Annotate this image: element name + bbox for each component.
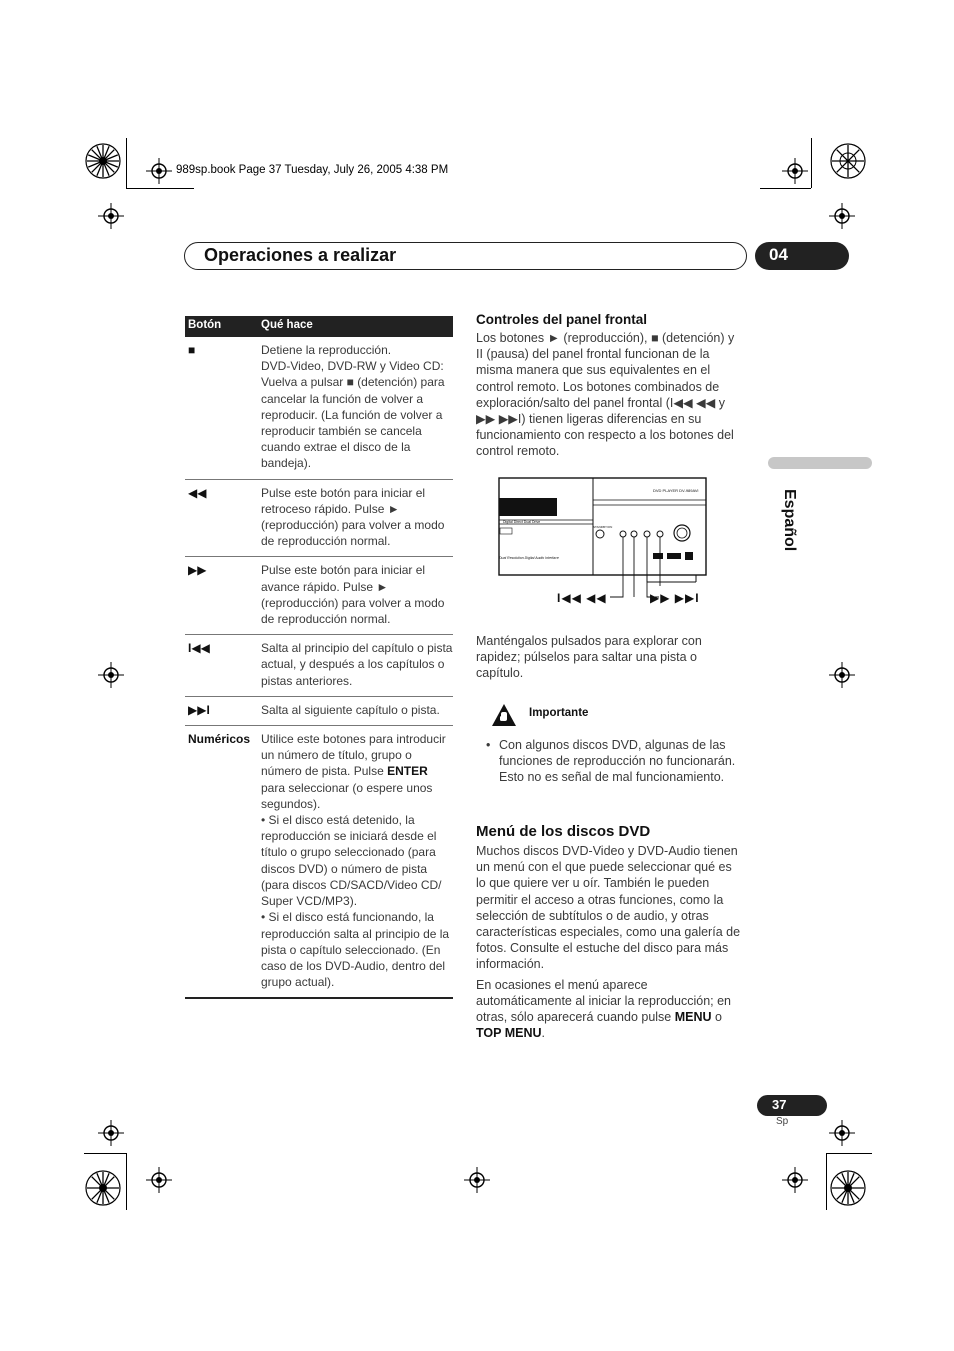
- book-info-line: 989sp.book Page 37 Tuesday, July 26, 2005 4:38 PM: [176, 164, 449, 176]
- important-heading: Importante: [529, 707, 589, 719]
- front-panel-heading: Controles del panel frontal: [476, 312, 648, 327]
- crosshair-icon: [146, 158, 172, 184]
- numeric-text-before: Utilice este botones para introducir un número de título, grupo o número de pista. Pulse: [261, 732, 446, 779]
- important-bullet-text: Con algunos discos DVD, algunas de las funciones de reproducción no funcionarán. Esto no es señal de mal funcionamiento.: [499, 738, 736, 785]
- dvd-menu-text: o: [711, 1010, 722, 1025]
- numeric-bullet: • Si el disco está funcionando, la reproducción salta al principio de la pista o capítulo seleccionado. (En caso de los DVD-Audio, dentro del grupo actual).: [261, 910, 450, 990]
- crosshair-icon: [782, 1167, 808, 1193]
- table-header: [185, 316, 453, 337]
- row-text: [261, 731, 453, 812]
- row-description: [261, 480, 453, 557]
- chapter-number-badge: 04: [755, 242, 849, 270]
- menu-key-label: MENU: [674, 1010, 712, 1025]
- crosshair-icon: [146, 1167, 172, 1193]
- dvd-menu-text: .: [541, 1026, 546, 1041]
- skip-previous-icon: I◀◀: [188, 641, 210, 656]
- dvd-menu-heading: Menú de los discos DVD: [476, 823, 651, 840]
- crosshair-icon: [829, 1120, 855, 1146]
- row-description: [261, 697, 453, 725]
- row-text: Salta al siguiente capítulo o pista.: [261, 702, 440, 717]
- page-number-badge: 37: [757, 1095, 827, 1116]
- skip-reverse-label: I◀◀ ◀◀: [557, 591, 607, 605]
- crosshair-icon: [464, 1167, 490, 1193]
- dvd-menu-paragraph: Muchos discos DVD-Video y DVD-Audio tienen un menú con el que puede seleccionar qué es lo que quiere ver u oír. También le pueden permitir el acceso a otras funciones, como la selección de subtítulos o de audio, y otras características especiales, como una galería de fotos. Consulte el estuche del disco para más información.: [476, 844, 741, 972]
- table-row: [185, 557, 453, 635]
- row-description: [261, 337, 453, 479]
- language-code: Sp: [776, 1116, 789, 1127]
- skip-forward-label: ▶▶ ▶▶I: [650, 591, 700, 605]
- language-tab-label: Español: [781, 489, 798, 552]
- front-panel-note: Manténgalos pulsados para explorar con rapidez; púlselos para saltar una pista o capítulo.: [476, 634, 702, 681]
- column-header-button: Botón: [188, 319, 222, 331]
- crop-mark: [826, 1153, 872, 1154]
- table-row: [185, 337, 453, 480]
- row-description: [261, 557, 453, 634]
- skip-next-icon: ▶▶I: [188, 702, 210, 717]
- crosshair-icon: [98, 662, 124, 688]
- row-text: Pulse este botón para iniciar el retroceso rápido. Pulse ► (reproducción) para volver a modo de reproducción normal.: [261, 485, 445, 549]
- row-description: [261, 635, 453, 696]
- table-row: [185, 635, 453, 697]
- device-model-label: DVD PLAYER DV-989AVi: [653, 488, 699, 493]
- stop-icon: ■: [188, 343, 196, 357]
- language-tab-bar: [768, 457, 872, 469]
- row-description: [261, 726, 453, 997]
- crop-mark: [126, 1153, 127, 1210]
- bullet-icon: •: [486, 738, 491, 752]
- table-row: [185, 480, 453, 558]
- column-header-action: Qué hace: [261, 319, 313, 331]
- row-text: Detiene la reproducción.: [261, 343, 392, 357]
- fast-reverse-icon: ◀◀: [188, 485, 207, 500]
- dvd-menu-paragraph: [476, 977, 744, 1042]
- crop-mark: [811, 138, 812, 188]
- crosshair-icon: [782, 158, 808, 184]
- crosshair-icon: [829, 662, 855, 688]
- numeric-bullet: • Si el disco está detenido, la reproducción se iniciará desde el título o grupo seleccionado (para discos DVD) o número de pista (para discos CD/SACD/Video CD/ Super VCD/MP3).: [261, 813, 442, 909]
- crop-mark: [826, 1153, 827, 1210]
- crosshair-icon: [98, 1120, 124, 1146]
- device-tagline: Dual Resolution Digital Audio Interface: [499, 556, 559, 560]
- top-menu-key-label: TOP MENU: [476, 1026, 542, 1041]
- registration-rosette-icon: [830, 1170, 866, 1206]
- page-title: Operaciones a realizar: [204, 245, 397, 265]
- crop-mark: [126, 138, 127, 188]
- fast-forward-icon: ▶▶: [188, 563, 207, 578]
- dvd-menu-text: En ocasiones el menú aparece automáticamente al iniciar la reproducción; en otras, sólo aparecerá cuando pulse: [476, 977, 731, 1025]
- table-row: [185, 697, 453, 726]
- registration-rosette-icon: [830, 143, 866, 179]
- table-row: [185, 726, 453, 999]
- standby-label: STANDBY/ON: [593, 525, 613, 529]
- warning-hand-icon: [491, 703, 517, 727]
- registration-rosette-icon: [85, 143, 121, 179]
- crosshair-icon: [829, 203, 855, 229]
- dvd-player-front-panel-illustration: [497, 476, 709, 606]
- row-text: Salta al principio del capítulo o pista actual, y después a los capítulos o pistas anteriores.: [261, 641, 453, 688]
- front-panel-body: Los botones ► (reproducción), ■ (detención) y II (pausa) del panel frontal funcionan de la misma manera que sus equivalentes en el control remoto. Los botones combinados de exploración/salto del panel frontal (I◀◀ ◀◀ y ▶▶ ▶▶I) tienen ligeras diferencias en su funcionamiento con respecto a los botones del control remoto.: [476, 331, 735, 459]
- important-bullet: [486, 737, 744, 786]
- crop-mark: [84, 1153, 126, 1154]
- crosshair-icon: [98, 203, 124, 229]
- registration-rosette-icon: [85, 1170, 121, 1206]
- dvd-menu-body: [476, 843, 744, 1041]
- enter-key-label: ENTER: [387, 764, 428, 779]
- crop-mark: [126, 188, 194, 189]
- row-text: DVD-Video, DVD-RW y Video CD: Vuelva a pulsar ■ (detención) para cancelar la función de volver a reproducir. (La función de volver a reproducir también se cancela cuando extrae el disco de la bandeja).: [261, 359, 445, 471]
- numeric-label: Numéricos: [188, 732, 251, 747]
- button-function-table: [185, 316, 453, 999]
- row-text: Pulse este botón para iniciar el avance rápido. Pulse ► (reproducción) para volver a modo de reproducción normal.: [261, 563, 445, 627]
- crop-mark: [760, 188, 811, 189]
- numeric-text-after: para seleccionar (o espere unos segundos).: [261, 780, 433, 811]
- device-brand-text: Digital Direct Dual Drive: [503, 520, 541, 524]
